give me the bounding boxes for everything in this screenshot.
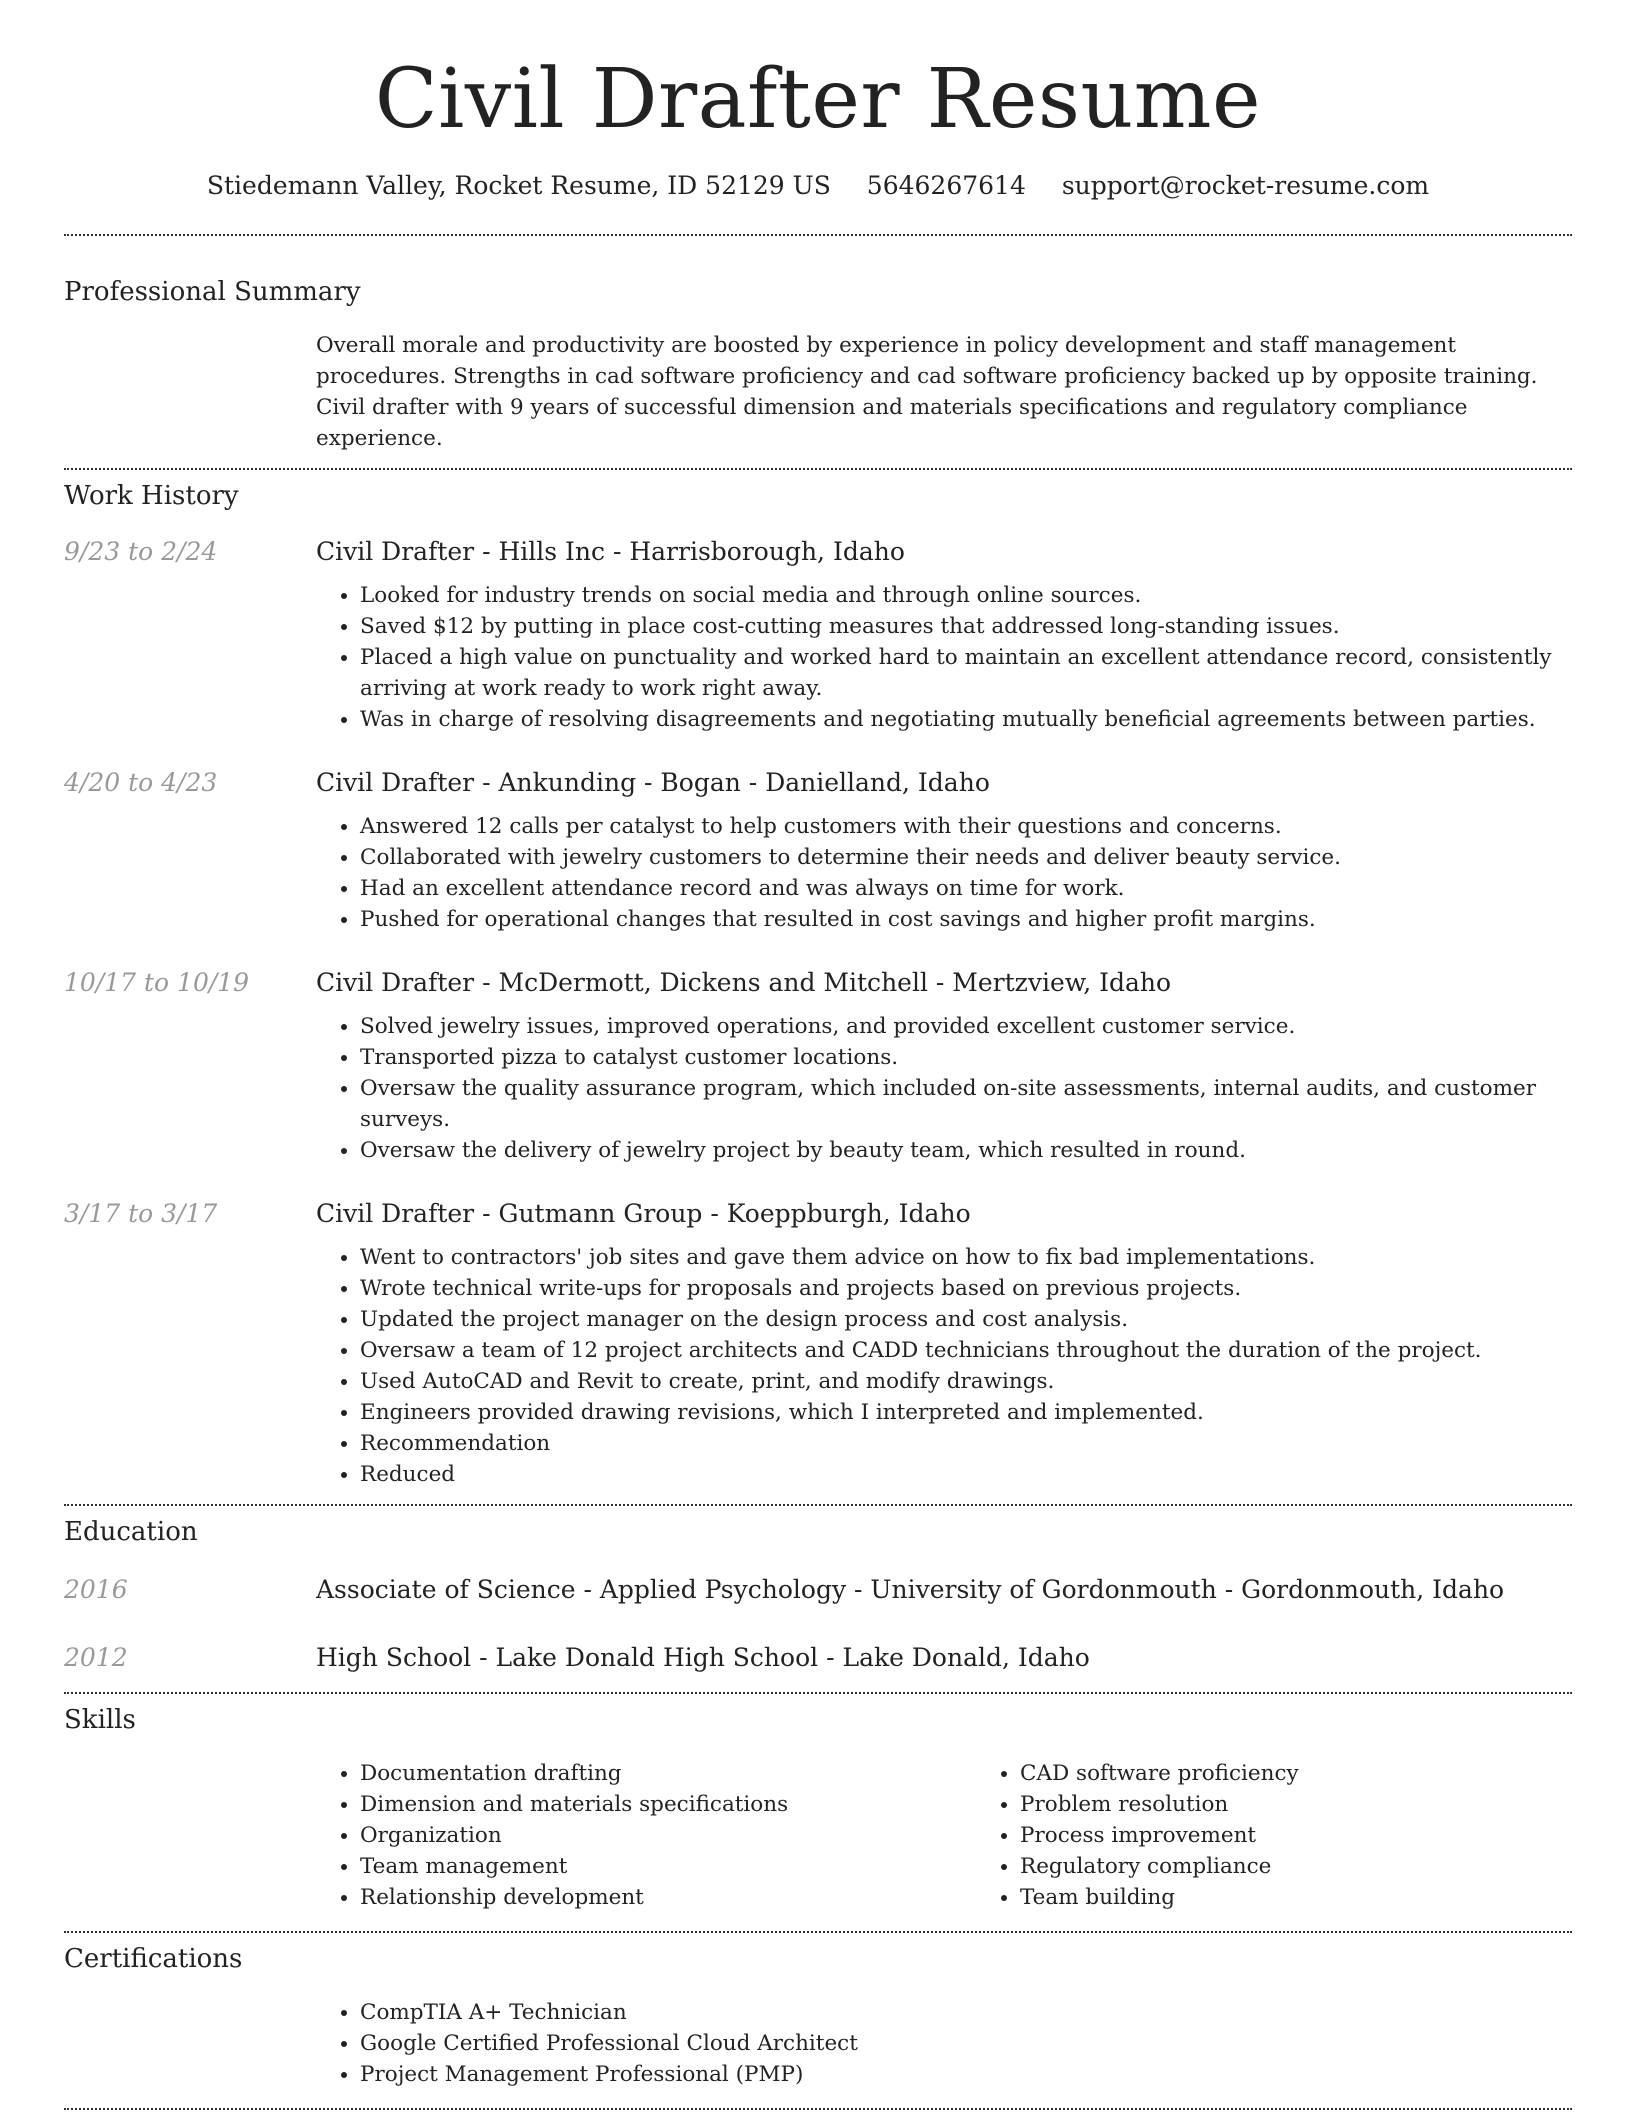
list-item: • Placed a high value on punctuality and worked hard to maintain an excellent attendance record, consistently arriving at work ready to work right away. (360, 642, 1572, 704)
divider (64, 468, 1572, 470)
list-item: • Wrote technical write-ups for proposals and projects based on previous projects. (360, 1273, 1572, 1304)
list-item: • Organization (360, 1820, 976, 1851)
list-item: • Problem resolution (1020, 1789, 1632, 1820)
job-title: Civil Drafter - Hills Inc - Harrisborough, Idaho (316, 537, 905, 566)
list-item: • Updated the project manager on the design process and cost analysis. (360, 1304, 1572, 1335)
job-dates: 4/20 to 4/23 (64, 768, 218, 797)
list-item: • CompTIA A+ Technician (360, 1997, 1572, 2028)
list-item: • Oversaw the delivery of jewelry project by beauty team, which resulted in round. (360, 1135, 1572, 1166)
job-content (316, 767, 1572, 935)
job-entry (64, 536, 1572, 735)
job-bullets (316, 580, 1572, 735)
job-dates: 9/23 to 2/24 (64, 537, 218, 566)
list-item: • Answered 12 calls per catalyst to help customers with their questions and concerns. (360, 811, 1572, 842)
education-year: 2016 (64, 1575, 128, 1604)
education-text: High School - Lake Donald High School - Lake Donald, Idaho (316, 1643, 1090, 1672)
education-text: Associate of Science - Applied Psychology - University of Gordonmouth - Gordonmouth, Idaho (316, 1575, 1505, 1604)
list-item: • Team building (1020, 1882, 1632, 1913)
certifications-spacer (64, 1997, 316, 2090)
education-entry (64, 1574, 1572, 1606)
list-item: • Dimension and materials specifications (360, 1789, 976, 1820)
resume-page (64, 0, 1572, 2110)
list-item: • Oversaw a team of 12 project architects and CADD technicians throughout the duration of the project. (360, 1335, 1572, 1366)
list-item: • Had an excellent attendance record and was always on time for work. (360, 873, 1572, 904)
summary-spacer (64, 330, 316, 454)
contact-address: Stiedemann Valley, Rocket Resume, ID 52129 US (206, 171, 831, 200)
certifications-row (64, 1997, 1572, 2090)
list-item: • Saved $12 by putting in place cost-cutting measures that addressed long-standing issues. (360, 611, 1572, 642)
skills-row (64, 1758, 1572, 1913)
list-item: • Google Certified Professional Cloud Architect (360, 2028, 1572, 2059)
section-title-skills: Skills (64, 1705, 136, 1735)
list-item: • Team management (360, 1851, 976, 1882)
list-item: • Relationship development (360, 1882, 976, 1913)
certifications-list (316, 1997, 1572, 2090)
job-bullets (316, 1242, 1572, 1490)
job-bullets (316, 811, 1572, 935)
contact-email: support@rocket-resume.com (1061, 171, 1430, 200)
skills-list-left (316, 1758, 976, 1913)
skills-grid (316, 1758, 1632, 1913)
section-title-summary: Professional Summary (64, 277, 361, 307)
list-item: • Engineers provided drawing revisions, which I interpreted and implemented. (360, 1397, 1572, 1428)
list-item: • Reduced (360, 1459, 1572, 1490)
job-dates: 10/17 to 10/19 (64, 968, 250, 997)
list-item: • CAD software proficiency (1020, 1758, 1632, 1789)
list-item: • Solved jewelry issues, improved operations, and provided excellent customer service. (360, 1011, 1572, 1042)
contact-line (64, 170, 1572, 202)
list-item: • Regulatory compliance (1020, 1851, 1632, 1882)
list-item: • Recommendation (360, 1428, 1572, 1459)
summary-row (64, 330, 1572, 454)
list-item: • Used AutoCAD and Revit to create, print, and modify drawings. (360, 1366, 1572, 1397)
job-entry (64, 1198, 1572, 1490)
job-entry (64, 767, 1572, 935)
list-item: • Was in charge of resolving disagreements and negotiating mutually beneficial agreements between parties. (360, 704, 1572, 735)
list-item: • Project Management Professional (PMP) (360, 2059, 1572, 2090)
list-item: • Collaborated with jewelry customers to determine their needs and deliver beauty service. (360, 842, 1572, 873)
list-item: • Oversaw the quality assurance program, which included on-site assessments, internal audits, and customer surveys. (360, 1073, 1572, 1135)
job-title: Civil Drafter - McDermott, Dickens and Mitchell - Mertzview, Idaho (316, 968, 1172, 997)
contact-phone: 5646267614 (866, 171, 1026, 200)
skills-list-right (976, 1758, 1632, 1913)
job-dates: 3/17 to 3/17 (64, 1199, 218, 1228)
job-content (316, 967, 1572, 1166)
summary-text: Overall morale and productivity are boosted by experience in policy development and staff management procedures. Strengths in cad software proficiency and cad software proficiency backed up by opposite training. Civil drafter with 9 years of successful dimension and materials specifications and regulatory compliance experience. (316, 333, 1538, 451)
divider (64, 234, 1572, 236)
job-content (316, 1198, 1572, 1490)
certifications-content (316, 1997, 1572, 2090)
list-item: • Pushed for operational changes that resulted in cost savings and higher profit margins. (360, 904, 1572, 935)
job-title: Civil Drafter - Gutmann Group - Koeppburgh, Idaho (316, 1199, 971, 1228)
divider (64, 1504, 1572, 1506)
list-item: • Transported pizza to catalyst customer locations. (360, 1042, 1572, 1073)
education-year: 2012 (64, 1643, 128, 1672)
job-entry (64, 967, 1572, 1166)
education-entry (64, 1642, 1572, 1674)
list-item: • Went to contractors' job sites and gave them advice on how to fix bad implementations. (360, 1242, 1572, 1273)
resume-title: Civil Drafter Resume (374, 52, 1262, 147)
list-item: • Process improvement (1020, 1820, 1632, 1851)
section-title-certifications: Certifications (64, 1944, 243, 1974)
job-bullets (316, 1011, 1572, 1166)
job-content (316, 536, 1572, 735)
list-item: • Looked for industry trends on social media and through online sources. (360, 580, 1572, 611)
job-title: Civil Drafter - Ankunding - Bogan - Danielland, Idaho (316, 768, 990, 797)
divider (64, 1692, 1572, 1694)
section-title-education: Education (64, 1517, 198, 1547)
list-item: • Documentation drafting (360, 1758, 976, 1789)
section-title-work-history: Work History (64, 481, 239, 511)
divider (64, 2108, 1572, 2110)
skills-spacer (64, 1758, 316, 1913)
divider (64, 1931, 1572, 1933)
